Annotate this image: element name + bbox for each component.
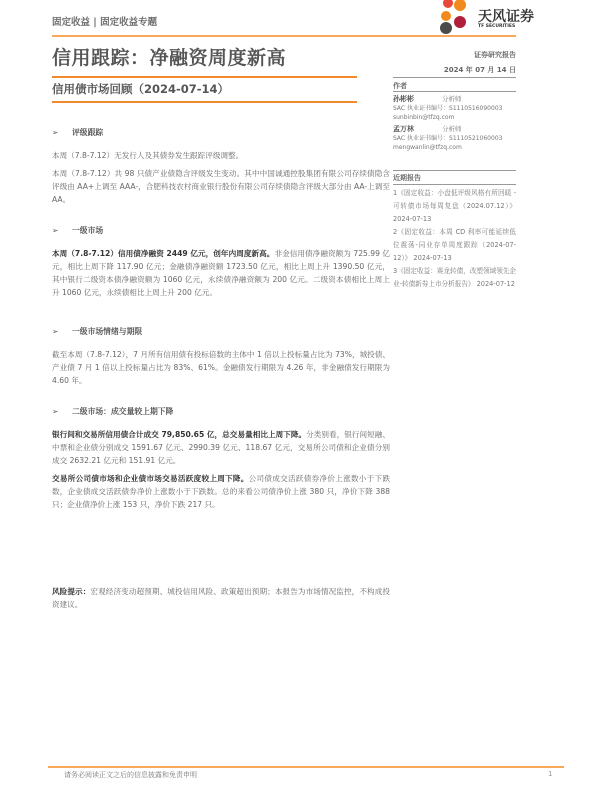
paragraph: 银行间和交易所信用债合计成交 79,850.65 亿，总交易量相比上周下降。分类别看，银行间短融、中票和企业债分别成交 1591.67 亿元、2990.39 亿元、118.67 亿元，交易所公司债和企业债分别成交 2632.21 亿元和 151.91 亿元。 (52, 430, 390, 465)
recent-report-link[interactable]: 2《固定收益：本周 CD 利率可能延续低位震荡-同业存单周度跟踪（2024-07-12）》 2024-07-13 (393, 228, 516, 262)
paragraph: 交易所公司债市场和企业债市场交易活跃度较上周下降。公司债成交活跃债券净价上涨数小于下跌数，企业债成交活跃债券净价上涨数小于下跌数。总的来看公司债净价上涨 380 只，净价下降 388 只；企业债净价上涨 153 只，净价下跌 217 只。 (52, 474, 390, 509)
author-email[interactable]: sunbinbin@tfzq.com (393, 114, 455, 121)
author-role: 分析师 (442, 125, 462, 133)
recent-reports-list (393, 187, 516, 291)
section-heading: ➢ 评级跟踪 (52, 128, 104, 137)
header-divider (52, 35, 516, 37)
paragraph: 截至本周（7.8-7.12），7 月所有信用债有投标倍数的主体中 1 倍以上投标量占比为 73%，城投债、产业债 7 月 1 倍以上投标量占比为 83%、61%。金融债发行期限为 4.26 年，非金融债发行期限为 4.60 年。 (52, 350, 390, 385)
page-subtitle: 信用债市场回顾（2024-07-14） (52, 82, 230, 96)
divider (393, 77, 516, 78)
recent-report-link[interactable]: 3《固定收益：赛龙转债，改塑领域领先企业-转债新券上市分析报告》 2024-07-12 (393, 267, 516, 288)
authors-label: 作者 (393, 82, 407, 90)
footer-disclaimer: 请务必阅读正文之后的信息披露和免责申明 (64, 771, 197, 779)
author-name: 孟万林 (393, 125, 414, 133)
recent-report-link[interactable]: 1《固定收益：小盘低评级风格有所回暖 - 可转债市场每周复盘（2024.07.12）》 2024-07-13 (393, 189, 516, 223)
section-heading: ➢ 一级市场情绪与期限 (52, 327, 143, 336)
logo-subtext: TF SECURITIES (478, 24, 516, 29)
divider (393, 91, 516, 92)
author-1 (393, 95, 516, 122)
report-date: 2024 年 07 月 14 日 (443, 66, 516, 74)
page-number: 1 (548, 770, 553, 778)
risk-label: 风险提示： (52, 587, 91, 596)
paragraph: 本周（7.8-7.12）无发行人及其债券发生跟踪评级调整。 (52, 151, 244, 160)
report-type: 证券研究报告 (474, 51, 516, 59)
arrow-bullet-icon: ➢ (52, 327, 59, 336)
author-cert: SAC 执业证书编号：S1110521060003 (393, 135, 503, 142)
paragraph: 本周（7.8-7.12）共 98 只债产业债隐含评级发生变动。其中中国诚通控股集团有限公司存续债隐含评级由 AA+上调至 AAA-，合肥科技农村商业银行股份有限公司存续债隐含评级大部分由 AA-上调至 AA。 (52, 169, 390, 204)
footer-divider (48, 766, 564, 768)
divider (393, 170, 516, 171)
author-role: 分析师 (442, 95, 462, 103)
paragraph: 本周（7.8-7.12）信用债净融资 2449 亿元，创年内周度新高。非金信用债净融资额为 725.99 亿元，相比上周下降 117.90 亿元；金融债净融资额 1723.50 亿元，相比上周上升 1390.50 亿元，其中银行二级资本债净融资额为 1060 亿元，永续债净融资额为 200 亿元。二级资本债相比上周上升 1060 亿元，永续债相比上周上升 200 亿元。 (52, 249, 390, 297)
risk-warning (52, 585, 390, 611)
arrow-bullet-icon: ➢ (52, 128, 59, 137)
breadcrumb: 固定收益 | 固定收益专题 (52, 17, 158, 28)
page-title: 信用跟踪：净融资周度新高 (52, 47, 287, 69)
section-primary-market (52, 224, 390, 299)
subtitle-divider (52, 101, 357, 103)
section-primary-sentiment (52, 325, 390, 387)
author-cert: SAC 执业证书编号：S1110516090003 (393, 105, 503, 112)
arrow-bullet-icon: ➢ (52, 226, 59, 235)
section-rating-tracking (52, 126, 390, 206)
logo-mark-icon (438, 0, 478, 36)
section-heading: ➢ 一级市场 (52, 226, 104, 235)
section-secondary-market (52, 405, 390, 511)
divider (393, 184, 516, 185)
author-name: 孙彬彬 (393, 95, 414, 103)
author-2 (393, 125, 516, 152)
logo-text: 天风证券 (478, 9, 534, 25)
risk-text: 宏观经济变动超预期、城投信用风险、政策超出预期；本报告为市场情况监控，不构成投资建议。 (52, 587, 390, 609)
company-logo (438, 0, 558, 36)
section-heading: ➢ 二级市场：成交量较上期下降 (52, 407, 174, 416)
arrow-bullet-icon: ➢ (52, 407, 59, 416)
author-email[interactable]: mengwanlin@tfzq.com (393, 144, 462, 151)
title-divider (52, 76, 357, 78)
recent-reports-label: 近期报告 (393, 174, 421, 182)
